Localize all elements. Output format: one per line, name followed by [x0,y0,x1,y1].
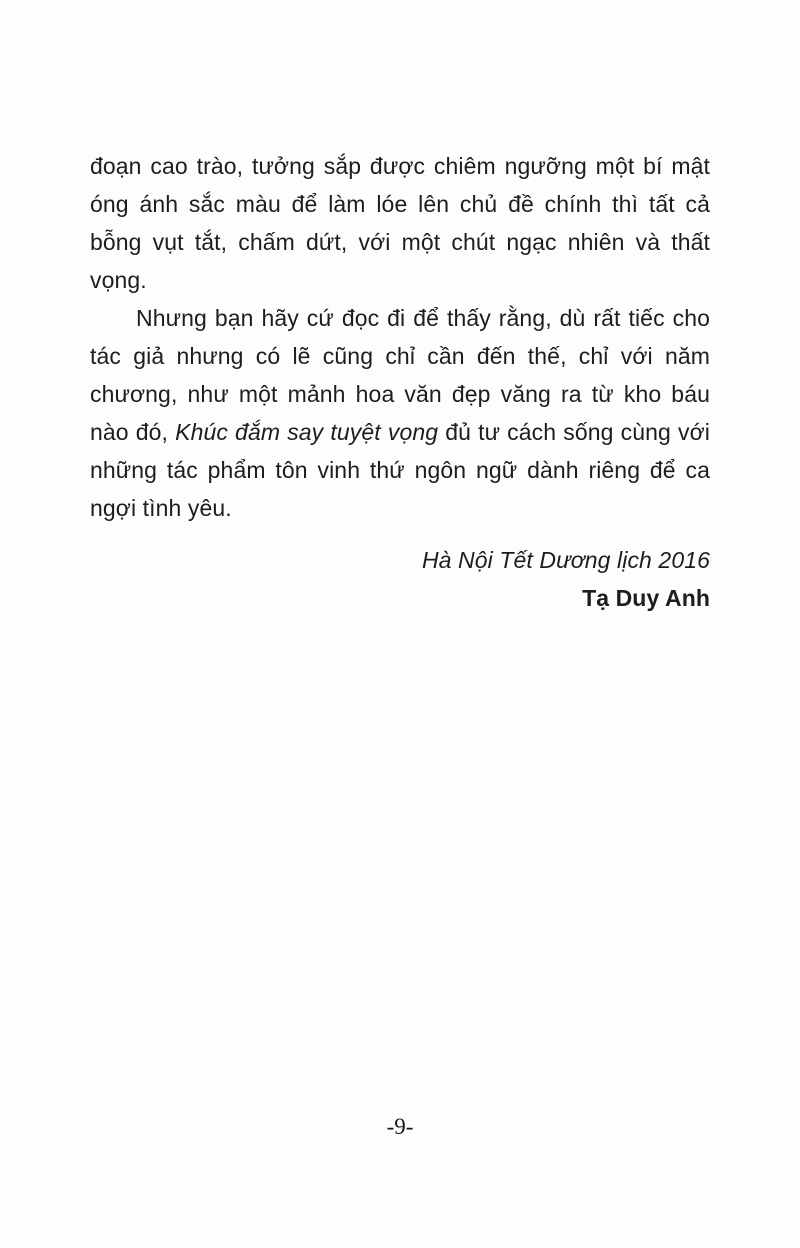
paragraph [90,299,710,527]
book-title-italic: Khúc đắm say tuyệt vọng [175,419,439,445]
signature-author: Tạ Duy Anh [582,585,710,611]
paragraph-text: Nhưng bạn hãy cứ đọc đi để thấy rằng, dù rất tiếc cho tác giả nhưng có lẽ cũng chỉ cần đến thế, chỉ với năm chương, như một mảnh hoa văn đẹp văng ra từ kho báu nào đó, [90,305,710,445]
paragraph-continuation [90,147,710,299]
signature-block [90,541,710,617]
page-number: -9- [386,1114,414,1139]
paragraph-text: đoạn cao trào, tưởng sắp được chiêm ngưỡng một bí mật óng ánh sắc màu để làm lóe lên chủ đề chính thì tất cả bỗng vụt tắt, chấm dứt, với một chút ngạc nhiên và thất vọng. [90,153,710,293]
paragraph-text: đủ tư cách sống cùng với những tác phẩm tôn vinh thứ ngôn ngữ dành riêng để ca ngợi tình yêu. [90,419,710,521]
signature-dateline: Hà Nội Tết Dương lịch 2016 [421,547,710,573]
body-text [90,147,710,617]
